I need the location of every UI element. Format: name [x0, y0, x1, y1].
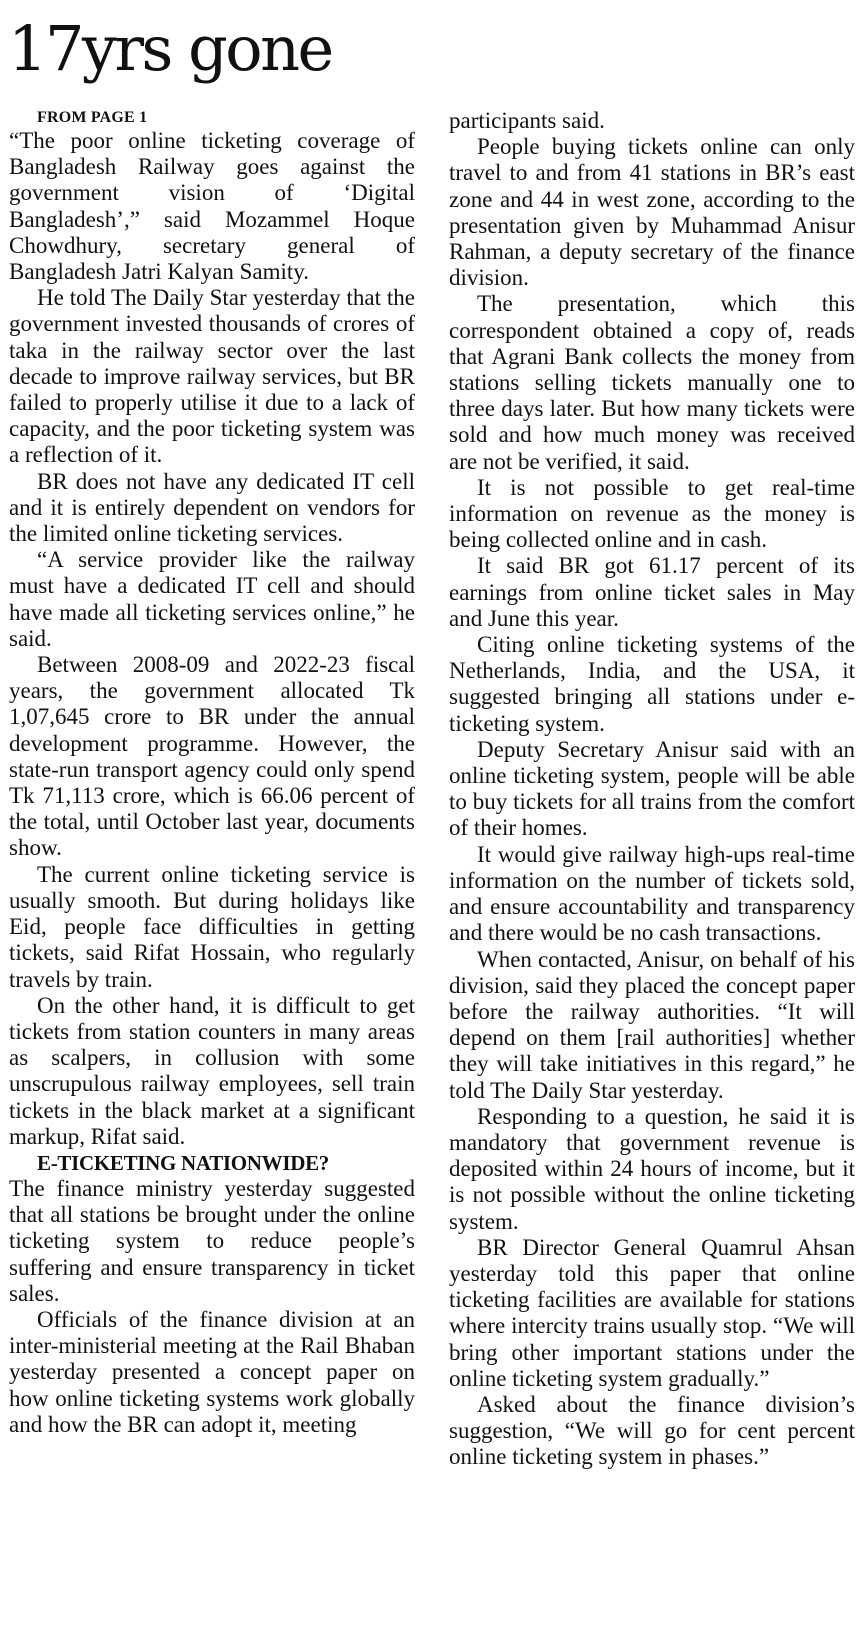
article-paragraph: Between 2008-09 and 2022-23 fiscal years, the government allocated Tk 1,07,645 crore to BR under the annual development programme. However, the state-run transport agency could only spend Tk 71,113 crore, which is 66.06 percent of the total, until October last year, documents show. [9, 652, 415, 861]
right-column [449, 108, 855, 1471]
left-column [9, 108, 415, 1438]
article-paragraph: It is not possible to get real-time information on revenue as the money is being collected online and in cash. [449, 474, 855, 553]
article-paragraph: He told The Daily Star yesterday that the government invested thousands of crores of taka in the railway sector over the last decade to improve railway services, but BR failed to properly utilise it due to a lack of capacity, and the poor ticketing system was a reflection of it. [9, 285, 415, 468]
article-paragraph: BR does not have any dedicated IT cell and it is entirely dependent on vendors for the limited online ticketing services. [9, 468, 415, 547]
article-paragraph: The current online ticketing service is usually smooth. But during holidays like Eid, people face difficulties in getting tickets, said Rifat Hossain, who regularly travels by train. [9, 861, 415, 992]
article-paragraph: BR Director General Quamrul Ahsan yesterday told this paper that online ticketing facilities are available for stations where intercity trains usually stop. “We will bring other important stations under the online ticketing system gradually.” [449, 1234, 855, 1391]
article-paragraph: Asked about the finance division’s suggestion, “We will go for cent percent online ticketing system in phases.” [449, 1391, 855, 1470]
article-paragraph: Responding to a question, he said it is mandatory that government revenue is deposited within 24 hours of income, but it is not possible without the online ticketing system. [449, 1103, 855, 1234]
article-paragraph: When contacted, Anisur, on behalf of his division, said they placed the concept paper before the railway authorities. “It will depend on them [rail authorities] whether they will take initiatives in this regard,” he told The Daily Star yesterday. [449, 946, 855, 1103]
article-paragraph: It said BR got 61.17 percent of its earnings from online ticket sales in May and June this year. [449, 553, 855, 631]
headline: 17yrs gone [8, 12, 332, 85]
article-paragraph: People buying tickets online can only travel to and from 41 stations in BR’s east zone and 44 in west zone, according to the presentation given by Muhammad Anisur Rahman, a deputy secretary of the finance division. [449, 134, 855, 291]
article-paragraph: Deputy Secretary Anisur said with an online ticketing system, people will be able to buy tickets for all trains from the comfort of their homes. [449, 736, 855, 841]
article-paragraph: The presentation, which this correspondent obtained a copy of, reads that Agrani Bank collects the money from stations selling tickets manually one to three days later. But how many tickets were sold and how much money was received are not be verified, it said. [449, 291, 855, 474]
article-paragraph: “A service provider like the railway must have a dedicated IT cell and should have made all ticketing services online,” he said. [9, 547, 415, 651]
article-paragraph: “The poor online ticketing coverage of Bangladesh Railway goes against the government vision of ‘Digital Bangladesh’,” said Mozammel Hoque Chowdhury, secretary general of Bangladesh Jatri Kalyan Samity. [9, 128, 415, 285]
article-paragraph: It would give railway high-ups real-time information on the number of tickets sold, and ensure accountability and transparency and there would be no cash transactions. [449, 841, 855, 946]
article-paragraph: Officials of the finance division at an inter-ministerial meeting at the Rail Bhaban yesterday presented a concept paper on how online ticketing systems work globally and how the BR can adopt it, meeting [9, 1306, 415, 1437]
article-paragraph: On the other hand, it is difficult to get tickets from station counters in many areas as scalpers, in collusion with some unscrupulous railway employees, sell train tickets in the black market at a significant markup, Rifat said. [9, 992, 415, 1149]
article-paragraph: The finance ministry yesterday suggested that all stations be brought under the online ticketing system to reduce people’s suffering and ensure transparency in ticket sales. [9, 1175, 415, 1306]
continued-text: participants said. [449, 108, 605, 133]
article-paragraph: Citing online ticketing systems of the Netherlands, India, and the USA, it suggested bringing all stations under e-ticketing system. [449, 632, 855, 736]
kicker-from-page: FROM PAGE 1 [37, 109, 148, 126]
subheading: E-TICKETING NATIONWIDE? [37, 1150, 330, 1175]
